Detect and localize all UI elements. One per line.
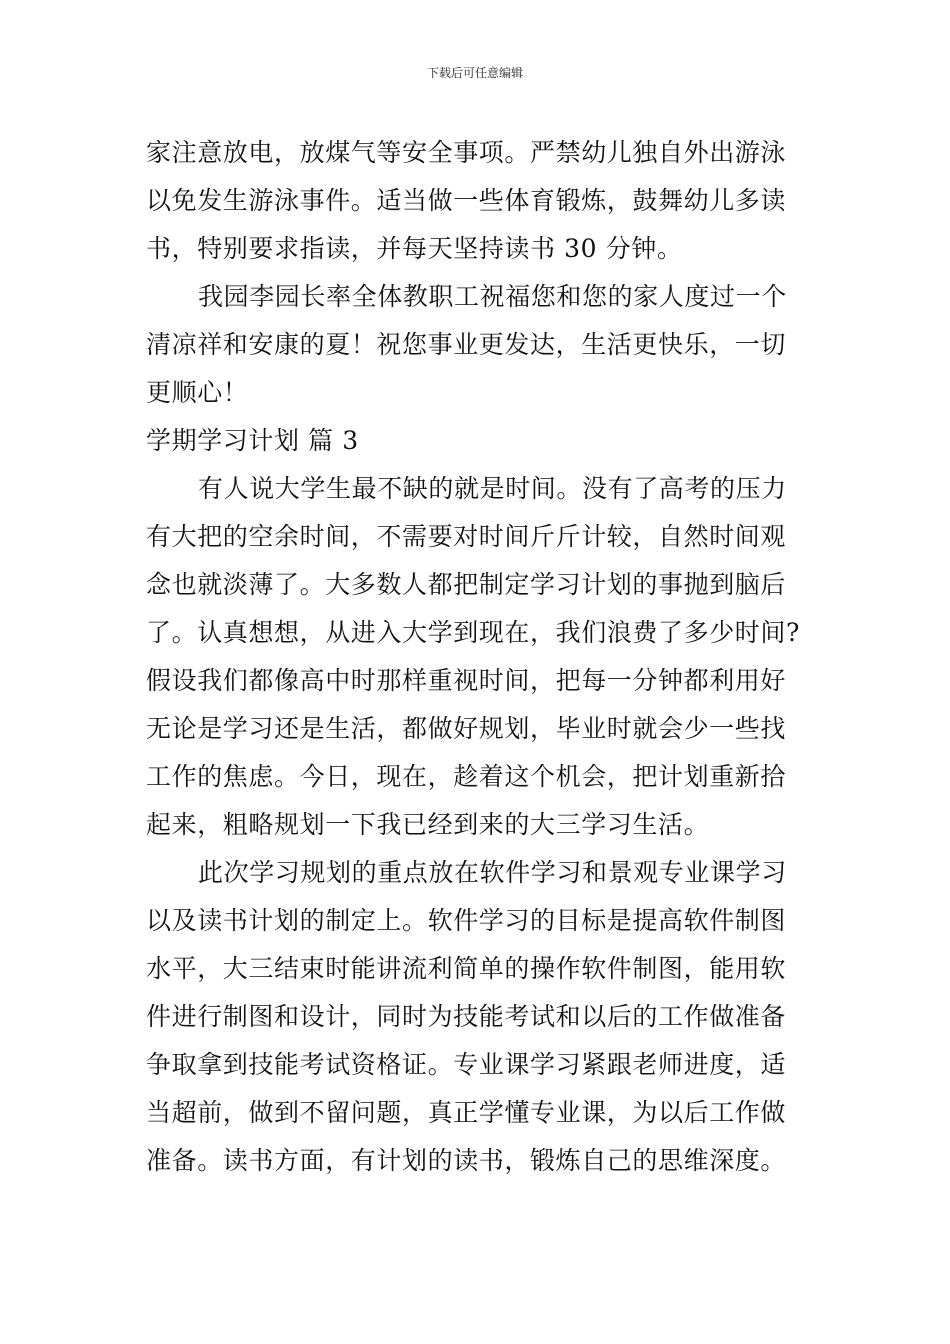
section-heading: 学期学习计划 篇 3: [146, 426, 359, 455]
text-line: 工作的焦虑。今日，现在，趁着这个机会，把计划重新拾: [146, 762, 787, 791]
text-line: 以及读书计划的制定上。软件学习的目标是提高软件制图: [146, 906, 787, 935]
text-line: 了。认真想想，从进入大学到现在，我们浪费了多少时间?: [146, 618, 801, 647]
text-line: 有大把的空余时间，不需要对时间斤斤计较，自然时间观: [146, 522, 787, 551]
text-line: 清凉祥和安康的夏！祝您事业更发达，生活更快乐，一切: [146, 330, 787, 359]
text-line: 当超前，做到不留问题，真正学懂专业课，为以后工作做: [146, 1098, 787, 1127]
text-line: 件进行制图和设计，同时为技能考试和以后的工作做准备: [146, 1002, 787, 1031]
text-line: 无论是学习还是生活，都做好规划，毕业时就会少一些找: [146, 714, 787, 743]
text-line: 更顺心！: [146, 378, 249, 407]
text-line: 书，特别要求指读，并每天坚持读书 30 分钟。: [146, 234, 683, 263]
page-header-note: 下载后可任意编辑: [426, 66, 523, 80]
text-line: 家注意放电，放煤气等安全事项。严禁幼儿独自外出游泳: [146, 138, 787, 167]
text-line: 此次学习规划的重点放在软件学习和景观专业课学习: [198, 858, 787, 887]
text-line: 起来，粗略规划一下我已经到来的大三学习生活。: [146, 810, 710, 839]
text-line: 准备。读书方面，有计划的读书，锻炼自己的思维深度。: [146, 1146, 787, 1175]
text-line: 假设我们都像高中时那样重视时间，把每一分钟都利用好: [146, 666, 787, 695]
text-line: 以免发生游泳事件。适当做一些体育锻炼，鼓舞幼儿多读: [146, 186, 787, 215]
text-line: 念也就淡薄了。大多数人都把制定学习计划的事抛到脑后: [146, 570, 787, 599]
text-line: 争取拿到技能考试资格证。专业课学习紧跟老师进度，适: [146, 1050, 787, 1079]
text-line: 有人说大学生最不缺的就是时间。没有了高考的压力: [198, 474, 787, 503]
document-body: [146, 129, 811, 1185]
text-line: 我园李园长率全体教职工祝福您和您的家人度过一个: [198, 282, 787, 311]
text-line: 水平，大三结束时能讲流利简单的操作软件制图，能用软: [146, 954, 787, 983]
